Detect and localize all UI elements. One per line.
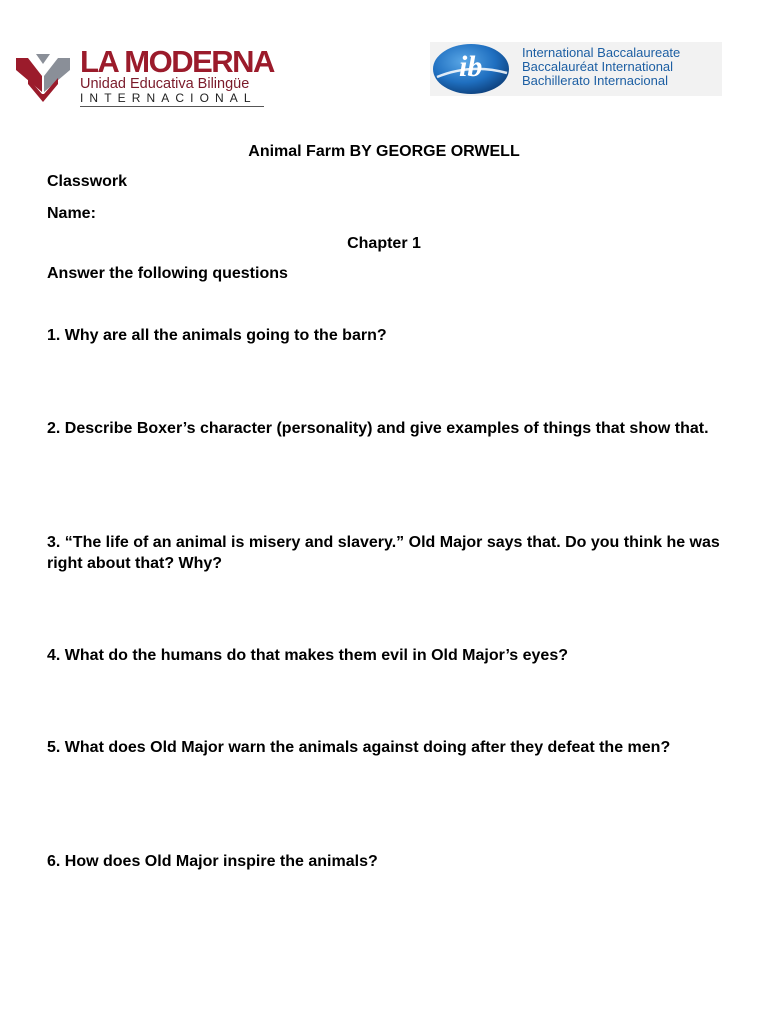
ib-globe-icon (431, 43, 511, 95)
question-5: 5. What does Old Major warn the animals against doing after they defeat the men? (47, 739, 671, 756)
ib-mark-text: ib (459, 50, 483, 83)
ib-line-french: Baccalauréat International (522, 59, 674, 74)
document-title: Animal Farm BY GEORGE ORWELL (248, 143, 520, 160)
la-moderna-logo (14, 44, 274, 108)
la-moderna-rule (80, 106, 264, 107)
question-4: 4. What do the humans do that makes them evil in Old Major’s eyes? (47, 647, 568, 664)
question-6: 6. How does Old Major inspire the animals? (47, 853, 378, 870)
question-2: 2. Describe Boxer’s character (personality) and give examples of things that show that. (47, 420, 709, 437)
question-3: 3. “The life of an animal is misery and slavery.” Old Major says that. Do you think he was right about that? Why? (47, 534, 720, 572)
la-moderna-subtitle: Unidad Educativa Bilingüe (80, 76, 250, 92)
la-moderna-title: LA MODERNA (80, 44, 274, 79)
question-1: 1. Why are all the animals going to the barn? (47, 327, 387, 344)
name-label: Name: (47, 205, 96, 222)
ib-line-spanish: Bachillerato Internacional (522, 73, 668, 88)
la-moderna-emblem-icon (14, 48, 74, 104)
instructions: Answer the following questions (47, 265, 288, 282)
ib-logo (430, 42, 722, 96)
ib-line-english: International Baccalaureate (522, 45, 681, 60)
classwork-label: Classwork (47, 173, 128, 190)
ib-text-block (522, 46, 680, 88)
chapter-heading: Chapter 1 (347, 235, 421, 252)
la-moderna-tagline: INTERNACIONAL (80, 91, 257, 105)
